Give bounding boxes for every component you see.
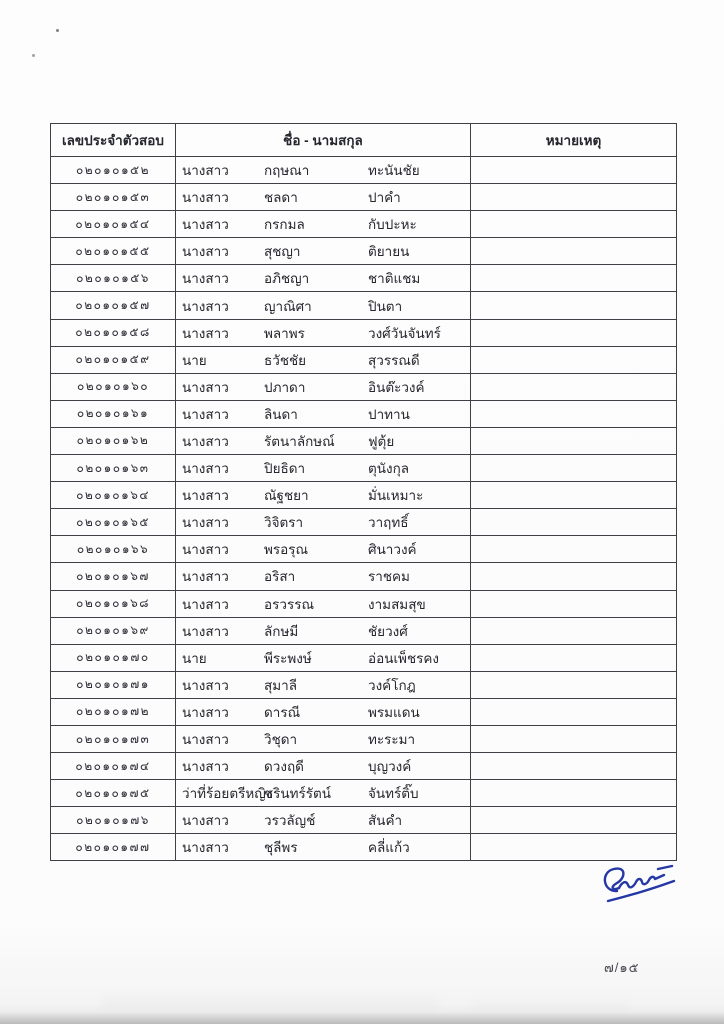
scan-speck (56, 29, 59, 32)
name-parts (182, 674, 470, 696)
table-header-row (51, 124, 677, 157)
signature-loop-stroke (605, 869, 624, 892)
name-cell (176, 238, 471, 265)
name-parts (182, 213, 470, 235)
candidate-id-cell: ๐๒๐๑๐๑๖๔ (51, 482, 176, 509)
name-cell (176, 753, 471, 780)
table-row (51, 644, 677, 671)
name-parts (182, 457, 470, 479)
name-first: วิชุดา (264, 732, 298, 748)
name-parts (182, 295, 470, 317)
name-title: นางสาว (182, 406, 229, 422)
name-parts (182, 647, 470, 669)
name-first: ชุลีพร (264, 840, 298, 856)
remark-cell (471, 319, 677, 346)
name-last: ศินาวงค์ (368, 542, 417, 558)
candidate-id-cell: ๐๒๐๑๐๑๖๑ (51, 400, 176, 427)
name-last: วาฤทธิ์ (368, 515, 409, 531)
name-parts (182, 620, 470, 642)
remark-cell (471, 671, 677, 698)
name-parts (182, 836, 470, 858)
remark-cell (471, 644, 677, 671)
name-cell (176, 265, 471, 292)
name-cell (176, 292, 471, 319)
table-row (51, 725, 677, 752)
remark-cell (471, 834, 677, 861)
remark-cell (471, 211, 677, 238)
name-title: นางสาว (182, 569, 229, 585)
name-first: กฤษณา (264, 163, 310, 179)
name-first: ลินดา (264, 406, 298, 422)
remark-cell (471, 265, 677, 292)
table-row (51, 238, 677, 265)
table-row (51, 671, 677, 698)
name-parts (182, 728, 470, 750)
table-row (51, 509, 677, 536)
candidate-id-cell: ๐๒๐๑๐๑๕๒ (51, 157, 176, 184)
remark-cell (471, 157, 677, 184)
name-cell (176, 157, 471, 184)
name-cell (176, 725, 471, 752)
name-first: อภิชญา (264, 271, 310, 287)
name-cell (176, 211, 471, 238)
candidate-id-cell: ๐๒๐๑๐๑๗๔ (51, 753, 176, 780)
candidate-id-cell: ๐๒๐๑๐๑๖๕ (51, 509, 176, 536)
name-parts (182, 782, 470, 804)
name-title: นาย (182, 352, 207, 368)
name-cell (176, 590, 471, 617)
name-parts (182, 430, 470, 452)
candidate-id-cell: ๐๒๐๑๐๑๗๕ (51, 780, 176, 807)
remark-cell (471, 482, 677, 509)
name-last: อินต๊ะวงค์ (368, 379, 425, 395)
name-title: นางสาว (182, 813, 229, 829)
name-cell (176, 482, 471, 509)
name-cell (176, 563, 471, 590)
candidate-id-cell: ๐๒๐๑๐๑๕๗ (51, 292, 176, 319)
remark-cell (471, 807, 677, 834)
name-last: จันทร์ติ๊บ (368, 786, 419, 802)
candidate-id-cell: ๐๒๐๑๐๑๕๖ (51, 265, 176, 292)
name-last: อ่อนเพ็ชรคง (368, 650, 439, 666)
table-row (51, 427, 677, 454)
name-title: นางสาว (182, 759, 229, 775)
name-cell (176, 807, 471, 834)
remark-cell (471, 590, 677, 617)
table-row (51, 373, 677, 400)
name-last: สุวรรณดี (368, 352, 420, 368)
table-row (51, 698, 677, 725)
name-parts (182, 484, 470, 506)
remark-cell (471, 509, 677, 536)
name-last: ปาทาน (368, 406, 410, 422)
candidate-id-cell: ๐๒๐๑๐๑๖๒ (51, 427, 176, 454)
candidate-id-cell: ๐๒๐๑๐๑๖๓ (51, 455, 176, 482)
name-last: ราชคม (368, 569, 410, 585)
name-last: ฟูตุ้ย (368, 433, 395, 449)
name-cell (176, 644, 471, 671)
name-title: นางสาว (182, 271, 229, 287)
remark-cell (471, 346, 677, 373)
name-title: นางสาว (182, 379, 229, 395)
name-last: ปินตา (368, 298, 403, 314)
remark-cell (471, 617, 677, 644)
candidate-id-cell: ๐๒๐๑๐๑๗๓ (51, 725, 176, 752)
remark-cell (471, 725, 677, 752)
name-first: ชรินทร์รัตน์ (264, 786, 332, 802)
name-cell (176, 455, 471, 482)
remark-cell (471, 400, 677, 427)
name-first: ณัฐชยา (264, 488, 309, 504)
table-row (51, 455, 677, 482)
name-first: ปภาดา (264, 379, 306, 395)
name-first: ปิยธิดา (264, 461, 306, 477)
name-cell (176, 671, 471, 698)
name-first: กรกมล (264, 217, 305, 233)
name-last: วงค์โกฎ (368, 677, 416, 693)
name-title: นางสาว (182, 217, 229, 233)
bleed-through-ghost (470, 1000, 630, 1010)
table-row (51, 482, 677, 509)
name-first: อริสา (264, 569, 296, 585)
name-title: นางสาว (182, 704, 229, 720)
name-parts (182, 809, 470, 831)
name-last: มั่นเหมาะ (368, 488, 424, 504)
candidate-id-cell: ๐๒๐๑๐๑๗๑ (51, 671, 176, 698)
table-row (51, 536, 677, 563)
name-title: นางสาว (182, 515, 229, 531)
remark-cell (471, 238, 677, 265)
candidate-id-cell: ๐๒๐๑๐๑๖๘ (51, 590, 176, 617)
remark-cell (471, 455, 677, 482)
candidate-id-cell: ๐๒๐๑๐๑๕๓ (51, 184, 176, 211)
signature-blue-ink (596, 862, 682, 906)
name-first: สุมาลี (264, 677, 297, 693)
name-last: วงศ์วันจันทร์ (368, 325, 441, 341)
signature-tick-stroke (658, 866, 672, 869)
name-cell (176, 319, 471, 346)
name-first: พลาพร (264, 325, 305, 341)
table-body (51, 157, 677, 861)
candidate-id-cell: ๐๒๐๑๐๑๗๖ (51, 807, 176, 834)
remark-cell (471, 184, 677, 211)
remark-cell (471, 373, 677, 400)
table-row (51, 319, 677, 346)
bleed-through-ghost (100, 996, 440, 1010)
remark-cell (471, 563, 677, 590)
name-parts (182, 186, 470, 208)
name-title: นางสาว (182, 244, 229, 260)
candidate-id-cell: ๐๒๐๑๐๑๗๒ (51, 698, 176, 725)
table-row (51, 834, 677, 861)
name-title: นางสาว (182, 596, 229, 612)
name-first: อรวรรณ (264, 596, 314, 612)
name-last: กับปะหะ (368, 217, 417, 233)
name-title: นาย (182, 650, 207, 666)
name-title: นางสาว (182, 840, 229, 856)
candidate-id-cell: ๐๒๐๑๐๑๖๙ (51, 617, 176, 644)
name-cell (176, 617, 471, 644)
table-row (51, 265, 677, 292)
header-name: ชื่อ - นามสกุล (176, 124, 471, 157)
name-last: ตุนังกุล (368, 461, 410, 477)
scan-speck (32, 54, 35, 57)
header-candidate-id: เลขประจำตัวสอบ (51, 124, 176, 157)
name-last: ติยายน (368, 244, 410, 260)
remark-cell (471, 780, 677, 807)
candidate-id-cell: ๐๒๐๑๐๑๕๘ (51, 319, 176, 346)
name-last: ชัยวงศ์ (368, 623, 408, 639)
candidate-id-cell: ๐๒๐๑๐๑๗๐ (51, 644, 176, 671)
name-title: นางสาว (182, 542, 229, 558)
name-last: บุญวงค์ (368, 759, 412, 775)
candidate-id-cell: ๐๒๐๑๐๑๗๗ (51, 834, 176, 861)
name-first: ญาณิศา (264, 298, 312, 314)
name-first: ชลดา (264, 190, 298, 206)
name-title: นางสาว (182, 677, 229, 693)
table-row (51, 184, 677, 211)
table-row (51, 563, 677, 590)
name-cell (176, 834, 471, 861)
remark-cell (471, 698, 677, 725)
name-parts (182, 376, 470, 398)
name-parts (182, 267, 470, 289)
name-title: นางสาว (182, 298, 229, 314)
remark-cell (471, 427, 677, 454)
name-first: สุชญา (264, 244, 301, 260)
header-remark: หมายเหตุ (471, 124, 677, 157)
remark-cell (471, 536, 677, 563)
name-last: ทะนันชัย (368, 163, 420, 179)
candidate-id-cell: ๐๒๐๑๐๑๕๙ (51, 346, 176, 373)
name-parts (182, 701, 470, 723)
table-row (51, 211, 677, 238)
table-row (51, 292, 677, 319)
name-first: ธวัชชัย (264, 352, 307, 368)
name-title: นางสาว (182, 325, 229, 341)
name-parts (182, 565, 470, 587)
name-parts (182, 511, 470, 533)
table-row (51, 590, 677, 617)
name-cell (176, 509, 471, 536)
name-first: พรอรุณ (264, 542, 309, 558)
candidate-id-cell: ๐๒๐๑๐๑๖๐ (51, 373, 176, 400)
candidate-roster-table (50, 123, 677, 861)
candidate-id-cell: ๐๒๐๑๐๑๖๗ (51, 563, 176, 590)
name-title: ว่าที่ร้อยตรีหญิง (182, 786, 273, 802)
name-cell (176, 427, 471, 454)
name-last: ทะระมา (368, 732, 416, 748)
name-cell (176, 373, 471, 400)
name-first: ลักษมี (264, 623, 299, 639)
name-parts (182, 755, 470, 777)
table-row (51, 617, 677, 644)
table-row (51, 807, 677, 834)
name-first: ดารณี (264, 704, 301, 720)
remark-cell (471, 292, 677, 319)
name-title: นางสาว (182, 433, 229, 449)
table-row (51, 346, 677, 373)
table-head (51, 124, 677, 157)
name-first: ดวงฤดี (264, 759, 304, 775)
candidate-id-cell: ๐๒๐๑๐๑๕๕ (51, 238, 176, 265)
name-parts (182, 322, 470, 344)
table-row (51, 753, 677, 780)
name-parts (182, 593, 470, 615)
name-cell (176, 536, 471, 563)
table-row (51, 157, 677, 184)
name-parts (182, 403, 470, 425)
name-parts (182, 159, 470, 181)
name-cell (176, 400, 471, 427)
name-last: คลี่แก้ว (368, 840, 410, 856)
name-parts (182, 538, 470, 560)
name-cell (176, 184, 471, 211)
name-first: รัตนาลักษณ์ (264, 433, 335, 449)
name-cell (176, 346, 471, 373)
name-cell (176, 698, 471, 725)
name-last: พรมแดน (368, 704, 420, 720)
name-title: นางสาว (182, 461, 229, 477)
name-first: วิจิตรา (264, 515, 304, 531)
scan-bottom-edge-shadow (0, 1012, 724, 1024)
name-title: นางสาว (182, 163, 229, 179)
name-title: นางสาว (182, 488, 229, 504)
name-last: งามสมสุข (368, 596, 426, 612)
page-number: ๗/๑๕ (604, 960, 640, 975)
remark-cell (471, 753, 677, 780)
table-row (51, 780, 677, 807)
name-last: สันคำ (368, 813, 403, 829)
candidate-id-cell: ๐๒๐๑๐๑๖๖ (51, 536, 176, 563)
name-parts (182, 349, 470, 371)
name-last: ปาคำ (368, 190, 401, 206)
candidate-id-cell: ๐๒๐๑๐๑๕๔ (51, 211, 176, 238)
name-title: นางสาว (182, 732, 229, 748)
name-parts (182, 240, 470, 262)
name-first: พีระพงษ์ (264, 650, 312, 666)
name-title: นางสาว (182, 190, 229, 206)
name-title: นางสาว (182, 623, 229, 639)
name-cell (176, 780, 471, 807)
table-row (51, 400, 677, 427)
name-first: วรวลัญช์ (264, 813, 316, 829)
name-last: ชาติแชม (368, 271, 421, 287)
